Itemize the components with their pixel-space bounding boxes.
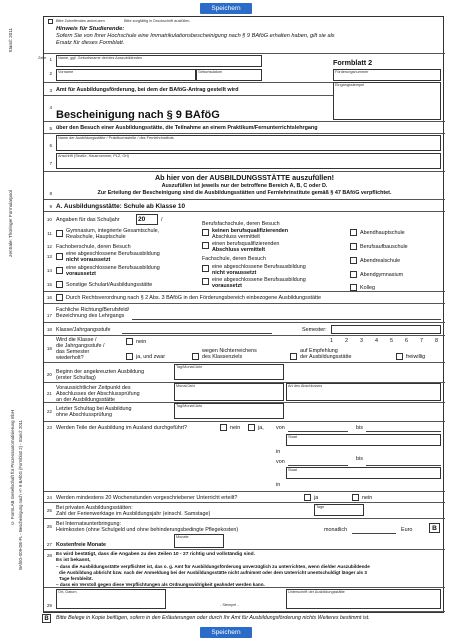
abendhauptschule-label: Abendhauptschule <box>360 230 405 236</box>
divider <box>44 199 445 200</box>
vorname-label: Vorname <box>58 70 74 74</box>
klassenziel-label-1: wegen Nichterreichens <box>202 348 257 354</box>
berufsaufbauschule-label: Berufsaufbauschule <box>360 244 408 250</box>
ausland-von-label-1: von <box>276 425 285 431</box>
fos-ja-checkbox[interactable] <box>56 267 63 274</box>
line-number: 20 <box>46 372 52 377</box>
privat-label-1: Bei privaten Ausbildungsstätten: <box>56 505 133 511</box>
fachliche-label-1: Fachliche Richtung/Berufsfeld/ <box>56 307 130 313</box>
semester-num-6: 6 <box>405 338 408 344</box>
fs-ja-checkbox[interactable] <box>202 278 209 285</box>
kolleg-label: Kolleg <box>360 285 375 291</box>
ausland-in-label-2: in <box>276 482 281 488</box>
privat-label-2: Zahl der Ferienwerktage im Ausbildungsjahr (einschl. Samstage) <box>56 511 211 517</box>
divider <box>44 518 445 519</box>
fs-nicht-checkbox[interactable] <box>202 265 209 272</box>
semester-num-1: 1 <box>330 338 333 344</box>
ausland-ja-checkbox[interactable] <box>248 424 255 431</box>
gymnasium-checkbox[interactable] <box>56 230 63 237</box>
divider <box>44 171 445 172</box>
footer-note: Bitte Belege in Kopie beifügen, sofern in den Erläuterungen oder durch Ihr Amt für Ausbildungsförderung nichts Weiteres bestimmt ist. <box>56 615 370 621</box>
hinweis-text2: Ersatz für dieses Formblatt. <box>56 40 125 46</box>
bfs-einen-checkbox[interactable] <box>202 242 209 249</box>
divider <box>44 211 445 212</box>
anschrift-label: Anschrift (Straße, Hausnummer, PLZ, Ort) <box>58 154 129 158</box>
fos-nicht-checkbox[interactable] <box>56 253 63 260</box>
kolleg-checkbox[interactable] <box>350 284 357 291</box>
wiederholt-label-3: das Semester <box>56 349 90 355</box>
freiwillig-checkbox[interactable] <box>396 353 403 360</box>
bfs-keinen-checkbox[interactable] <box>202 229 209 236</box>
print-note: Bitte sorgfältig in Druckschrift ausfüllen. <box>124 19 191 23</box>
gymnasium-label-2: Realschule, Hauptschule <box>66 234 126 240</box>
line-number: 4 <box>49 105 52 110</box>
divider <box>44 322 445 323</box>
line-number: 19 <box>46 346 52 351</box>
line-number: 12 <box>46 244 52 249</box>
line-number: 1 <box>49 57 52 62</box>
beginn-label-1: Beginn der angekreuzten Ausbildung <box>56 369 145 375</box>
line-number: 11 <box>47 231 52 236</box>
vorauss-hint: Monat/Jahr <box>176 384 195 388</box>
berufsfachschule-label: Berufsfachschule, deren Besuch <box>202 221 280 227</box>
fs-ja-label-2: voraussetzt <box>212 283 242 289</box>
banner-title: Ab hier von der AUSBILDUNGSSTÄTTE auszufüllen! <box>154 173 335 182</box>
divider <box>44 303 445 304</box>
ausland-question: Werden Teile der Ausbildung im Ausland durchgeführt? <box>56 425 188 431</box>
formularpool-label: zentrale: Thüringer Formularpool <box>8 190 13 257</box>
form-frame <box>38 16 444 622</box>
vorname-field[interactable] <box>56 69 196 81</box>
abendhauptschule-checkbox[interactable] <box>350 229 357 236</box>
ausland-staat-field-1[interactable] <box>286 434 441 446</box>
monate-hint: Monate <box>176 535 189 539</box>
tage-hint: Tage <box>316 505 325 509</box>
berufsaufbauschule-checkbox[interactable] <box>350 243 357 250</box>
amt-label: Amt für Ausbildungsförderung, bei dem der BAföG-Antrag gestellt wird <box>56 87 239 93</box>
banner-line3: Zur Erteilung der Bescheinigung sind die Ausbildungsstätten und Fernlehrinstitute gemäß § 47 BAföG verpflichtet. <box>97 190 392 196</box>
box-b-marker-footer: B <box>42 614 51 623</box>
bestaetigung-6: – dass ein Verstoß gegen diese Verpflichtungen als Ordnungswidrigkeit geahndet werden kann. <box>56 582 265 587</box>
sonstige-checkbox[interactable] <box>56 281 63 288</box>
line-number: 10 <box>46 217 52 222</box>
hinweis-title: Hinweis für Studierende: <box>56 26 125 32</box>
line-number: 14 <box>46 268 52 273</box>
save-button-bottom[interactable]: Speichern <box>200 627 252 638</box>
semester-num-4: 4 <box>375 338 378 344</box>
banner-line2: Auszufüllen ist jeweils nur der betroffene Bereich A, B, C oder D. <box>161 183 328 189</box>
ausland-bis-field-2[interactable] <box>366 465 441 466</box>
divider <box>44 82 333 83</box>
name-label: Name, ggf. Geburtsname der/des Auszubildenden <box>58 56 143 60</box>
ausland-staat-field-2[interactable] <box>286 467 441 479</box>
fachliche-field[interactable] <box>132 319 441 320</box>
divider <box>44 53 445 54</box>
stempel-hint: - Stempel - <box>220 603 239 607</box>
fachschule-label: Fachschule, deren Besuch <box>202 256 266 262</box>
divider <box>44 549 445 550</box>
klasse-field[interactable] <box>122 333 272 334</box>
wiederholt-nein-checkbox[interactable] <box>126 338 133 345</box>
ausland-staat-hint-2: Staat <box>288 468 297 472</box>
empfehlung-checkbox[interactable] <box>290 353 297 360</box>
fos-ja-label-1: eine abgeschlossene Berufsausbildung <box>66 265 160 271</box>
fos-ja-label-2: voraussetzt <box>66 271 96 277</box>
fs-nicht-label-1: eine abgeschlossene Berufsausbildung <box>212 264 306 270</box>
unterschrift-hint: Unterschrift der Ausbildungsstätte <box>288 590 345 594</box>
ausland-von-label-2: von <box>276 459 285 465</box>
line-number: 18 <box>46 327 52 332</box>
vorauss-label-3: an der Ausbildungsstätte <box>56 397 116 403</box>
abendrealschule-label: Abendrealschule <box>360 258 401 264</box>
line-number: 27 <box>46 542 52 547</box>
ausland-von-field-1[interactable] <box>288 431 348 432</box>
abendrealschule-checkbox[interactable] <box>350 257 357 264</box>
bestaetigung-3: – dass die Ausbildungsstätte verpflichtet ist, das o. g. Amt für Ausbildungsförderung unverzüglich zu unterrichten, wenn die/der Auszubildende <box>56 564 370 569</box>
art-abschluss-hint: Art des Abschlusses <box>288 384 323 388</box>
bestaetigung-2: Es ist bekannt, <box>56 558 91 563</box>
bestaetigung-5: Tage fernbleibt. <box>59 576 93 581</box>
formblatt-label: Formblatt 2 <box>333 58 373 67</box>
form-title: Bescheinigung nach § 9 BAföG <box>56 109 220 121</box>
divider <box>44 121 445 122</box>
ausland-ja-label: ja, <box>258 425 264 431</box>
section-a-heading: A. Ausbildungsstätte: Schule ab Klasse 10 <box>56 203 186 210</box>
line-number: 29 <box>46 603 52 608</box>
wochenstunden-nein-checkbox[interactable] <box>352 494 359 501</box>
freiwillig-label: freiwillig <box>406 354 426 360</box>
semester-num-8: 8 <box>435 338 438 344</box>
divider <box>44 133 445 134</box>
eingangsstempel-box <box>333 82 441 120</box>
semester-label: Semester: <box>302 327 327 333</box>
line-number: 7 <box>49 161 52 166</box>
line-number: 17 <box>46 313 52 318</box>
line-number: 15 <box>46 282 52 287</box>
divider <box>44 335 445 336</box>
empfehlung-label-1: auf Empfehlung <box>300 348 338 354</box>
line-number: 8 <box>49 191 52 196</box>
line-number: 9 <box>49 204 52 209</box>
wochenstunden-question: Werden mindestens 20 Wochenstunden vorgeschriebener Unterricht erteilt? <box>56 495 238 501</box>
line-number: 21 <box>46 391 52 396</box>
line-number: 24 <box>46 495 52 500</box>
wochenstunden-nein-label: nein <box>362 495 373 501</box>
stand-label: Stand: 2011 <box>8 28 13 53</box>
divider <box>44 95 333 96</box>
semester-num-7: 7 <box>420 338 423 344</box>
box-b-marker-upper: B <box>429 523 440 533</box>
line-number: 26 <box>46 524 52 529</box>
ausland-nein-checkbox[interactable] <box>220 424 227 431</box>
verordnung-label: Durch Rechtsverordnung nach § 2 Abs. 3 BAföG in den Förderungsbereich einbezogene Ausbildungsstätte <box>66 295 322 301</box>
divider <box>44 382 445 383</box>
wiederholt-label-1: Wird die Klasse / <box>56 337 97 343</box>
publisher-label: © FormLAB Gesellschaft für Prozessautomatisierung mbH <box>10 410 15 526</box>
ausland-bis-label-1: bis <box>356 425 363 431</box>
fos-nicht-label-1: eine abgeschlossene Berufsausbildung <box>66 251 160 257</box>
klassenziel-label-2: des Klassenziels <box>202 354 243 360</box>
vorauss-label-1: Voraussichtlicher Zeitpunkt des <box>56 385 131 391</box>
ausbildungsstaette-name-label: Name der Ausbildungsstätte / Praktikumsstelle / des Fernlehrinstituts <box>58 136 174 140</box>
divider <box>44 402 445 403</box>
divider <box>44 362 445 363</box>
ausland-bis-field-1[interactable] <box>366 431 441 432</box>
beginn-hint: Tag/Monat/Jahr <box>176 365 203 369</box>
euro-label: Euro <box>401 527 413 533</box>
wiederholt-nein-label: nein <box>136 339 147 345</box>
hinweis-text1: Sofern Sie von Ihrer Hochschule eine Immatrikulationsbescheinigung nach § 9 BAföG erhalten haben, gilt sie als <box>56 33 335 39</box>
beginn-label-2: (erster Schultag) <box>56 375 96 381</box>
divider <box>44 421 445 422</box>
line-number: 5 <box>49 126 52 131</box>
divider <box>44 491 445 492</box>
wiederholt-label-4: wiederholt? <box>56 355 84 361</box>
letzter-label-2: ohne Abschlussprüfung <box>56 412 113 418</box>
line-number: 6 <box>49 143 52 148</box>
line-number: 16 <box>46 295 52 300</box>
line-number: 3 <box>49 88 52 93</box>
monatlich-label: monatlich <box>324 527 348 533</box>
line-number: 23 <box>46 425 52 430</box>
line-number: 2 <box>49 71 52 76</box>
schuljahr-separator: / <box>161 217 163 223</box>
bestaetigung-1: Es wird bestätigt, dass die Angaben zu den Zeilen 10 - 27 richtig und vollständig sind. <box>56 552 256 557</box>
verordnung-checkbox[interactable] <box>56 294 63 301</box>
wochenstunden-ja-label: ja <box>314 495 319 501</box>
semester-num-2: 2 <box>345 338 348 344</box>
fos-nicht-label-2: nicht voraussetzt <box>66 257 111 263</box>
line-number: 28 <box>46 553 52 558</box>
check-note: Bitte Zutreffendes ankreuzen <box>56 19 105 23</box>
foerderungsnummer-label: Förderungsnummer <box>335 70 369 74</box>
internat-label-1: Bei Internatsunterbringung: <box>56 521 122 527</box>
sonstige-label: Sonstige Schulart/Ausbildungsstätte <box>66 282 153 288</box>
form-code-label: BAföG-009-DE-FL - Bescheinigung nach § 9 BAföG (Formblatt 2) - Stand: 2011 <box>18 420 23 570</box>
bfs-einen-label-1: einen berufsqualifizierenden <box>212 241 280 247</box>
save-button-top[interactable]: Speichern <box>200 3 252 14</box>
ausland-bis-label-2: bis <box>356 456 363 462</box>
divider <box>44 587 445 588</box>
wiederholt-label-2: die Jahrgangsstufe / <box>56 343 105 349</box>
semester-num-3: 3 <box>360 338 363 344</box>
semester-num-5: 5 <box>390 338 393 344</box>
klasse-label: Klasse/Jahrgangsstufe <box>56 327 111 333</box>
bfs-einen-label-2: Abschluss vermittelt <box>212 247 266 253</box>
ausland-von-field-2[interactable] <box>288 465 348 466</box>
gymnasium-label-1: Gymnasium, integrierte Gesamtschule, <box>66 228 160 234</box>
letzter-hint: Tag/Monat/Jahr <box>176 404 203 408</box>
fs-nicht-label-2: nicht voraussetzt <box>212 270 257 276</box>
line-number: 25 <box>46 508 52 513</box>
internat-label-2: Heimkosten (ohne Schulgeld und ohne behinderungsbedingte Pflegekosten) <box>56 527 239 533</box>
kostenfrei-label: Kostenfreie Monate <box>56 542 107 548</box>
bestaetigung-4: die Ausbildung abbricht bzw. nach der Anmeldung bei der Ausbildungsstätte nicht aufnimmt oder dem Unterricht unentschuldigt länger als 3 <box>59 570 367 575</box>
zeile-label: Zeile <box>38 56 47 60</box>
line-number: 22 <box>46 409 52 414</box>
abendgymnasium-label: Abendgymnasium <box>360 272 404 278</box>
semester-field[interactable] <box>331 325 441 334</box>
ausland-staat-hint-1: Staat <box>288 435 297 439</box>
letzter-label-1: Letzter Schultag bei Ausbildung <box>56 406 132 412</box>
vorauss-label-2: Abschlusses der Abschlussprüfung <box>56 391 140 397</box>
heimkosten-field[interactable] <box>352 533 396 534</box>
ausland-in-label-1: in <box>276 449 281 455</box>
form-subtitle: über den Besuch einer Ausbildungsstätte, die Teilnahme an einem Praktikum/Fernunterrichtslehrgang <box>56 125 318 131</box>
legend-checkbox <box>48 19 53 24</box>
ausland-nein-label: nein <box>230 425 241 431</box>
bfs-keinen-label-2: Abschluss vermittelt <box>212 234 260 240</box>
ort-datum-hint: Ort, Datum <box>58 590 77 594</box>
eingangsstempel-label: Eingangsstempel <box>335 83 365 87</box>
klassenziel-checkbox[interactable] <box>192 353 199 360</box>
wiederholt-ja-label: ja, und zwar <box>136 354 166 360</box>
abendgymnasium-checkbox[interactable] <box>350 271 357 278</box>
schuljahr-prefix: 20 <box>138 216 146 223</box>
divider <box>44 291 445 292</box>
fachliche-label-2: Bezeichnung des Lehrgangs <box>56 313 125 319</box>
bfs-keinen-label-1: keinen berufsqualifizierenden <box>212 228 289 234</box>
divider <box>44 502 445 503</box>
wochenstunden-ja-checkbox[interactable] <box>304 494 311 501</box>
wiederholt-ja-checkbox[interactable] <box>126 353 133 360</box>
divider <box>44 611 445 612</box>
geburtsdatum-label: Geburtsdatum <box>198 70 223 74</box>
line-number: 13 <box>46 254 52 259</box>
schuljahr-label: Angaben für das Schuljahr <box>56 217 120 223</box>
fs-ja-label-1: eine abgeschlossene Berufsausbildung <box>212 277 306 283</box>
fachoberschule-label: Fachoberschule, deren Besuch <box>56 244 131 250</box>
empfehlung-label-2: der Ausbildungsstätte <box>300 354 352 360</box>
